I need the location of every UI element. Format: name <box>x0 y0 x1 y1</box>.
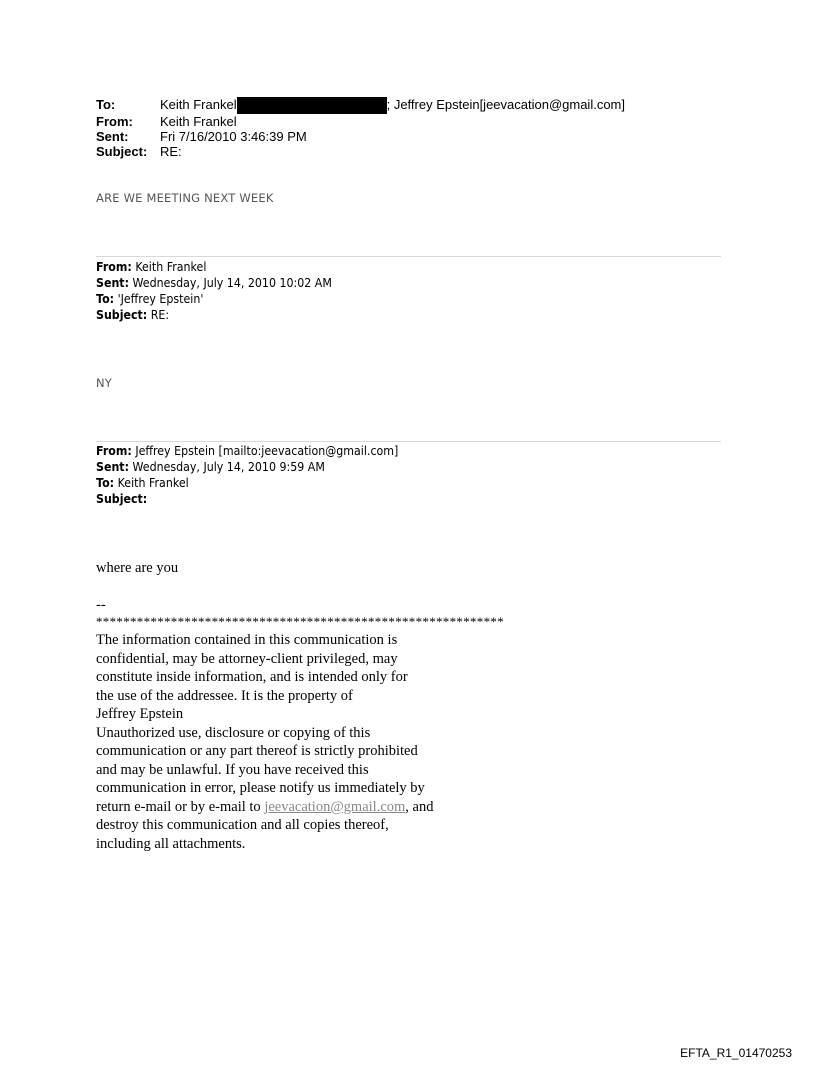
to-name: Keith Frankel <box>160 97 237 112</box>
disclaimer-line10-pre: return e-mail or by e-mail to <box>96 798 265 815</box>
signature-dashes: -- <box>96 597 106 613</box>
reply2-to-value: Keith Frankel <box>117 476 189 490</box>
header-sent-row <box>96 129 625 144</box>
header-to-row <box>96 97 625 114</box>
reply1-sent-label: Sent: <box>96 276 129 290</box>
disclaimer-line: destroy this communication and all copies thereof, <box>96 817 389 833</box>
reply1-subject-label: Subject: <box>96 308 148 322</box>
disclaimer-line: communication or any part thereof is strictly prohibited <box>96 743 418 759</box>
from-label: From: <box>96 114 133 129</box>
disclaimer <box>96 631 433 853</box>
reply2-from-value: Jeffrey Epstein [mailto:jeevacation@gmail.com] <box>135 444 399 458</box>
reply2-to-label: To: <box>96 476 115 490</box>
disclaimer-line: The information contained in this communication is <box>96 632 398 648</box>
disclaimer-line: confidential, may be attorney-client privileged, may <box>96 650 398 667</box>
divider-1 <box>96 256 721 257</box>
reply2-subject-row <box>96 491 398 507</box>
disclaimer-line: including all attachments. <box>96 835 246 852</box>
disclaimer-line: communication in error, please notify us immediately by <box>96 780 425 796</box>
disclaimer-line10-post: , and <box>405 798 434 815</box>
reply1-to-label: To: <box>96 292 115 306</box>
sent-value: Fri 7/16/2010 3:46:39 PM <box>160 129 307 144</box>
disclaimer-line: and may be unlawful. If you have received this <box>96 761 369 778</box>
redaction-bar <box>237 97 387 114</box>
body-top-text: ARE WE MEETING NEXT WEEK <box>96 191 274 205</box>
to-label: To: <box>96 97 116 112</box>
disclaimer-line: Jeffrey Epstein <box>96 706 184 722</box>
reply2-body: where are you <box>96 560 179 576</box>
reply2-from-label: From: <box>96 444 132 458</box>
disclaimer-line: Unauthorized use, disclosure or copying of this <box>96 724 371 741</box>
header-from-row <box>96 114 625 129</box>
reply1-to-row <box>96 291 332 307</box>
email-header <box>96 97 625 159</box>
reply2-to-row <box>96 475 398 491</box>
disclaimer-line: constitute inside information, and is intended only for <box>96 669 408 685</box>
divider-2 <box>96 441 721 442</box>
reply2-sent-value: Wednesday, July 14, 2010 9:59 AM <box>132 460 325 474</box>
subject-value: RE: <box>160 144 182 159</box>
reply2-header <box>96 443 398 507</box>
to-rest: ; Jeffrey Epstein[jeevacation@gmail.com] <box>386 97 625 112</box>
from-value: Keith Frankel <box>160 114 237 129</box>
reply1-subject-row <box>96 307 332 323</box>
signature-stars: ************************************************************ <box>96 614 504 629</box>
reply1-from-label: From: <box>96 260 132 274</box>
document-id: EFTA_R1_01470253 <box>680 1046 792 1060</box>
subject-label: Subject: <box>96 144 148 159</box>
disclaimer-line: the use of the addressee. It is the property of <box>96 687 353 704</box>
reply2-from-row <box>96 443 398 459</box>
email-link[interactable]: jeevacation@gmail.com <box>264 798 406 815</box>
reply1-from-value: Keith Frankel <box>135 260 207 274</box>
reply1-body: NY <box>96 376 113 390</box>
sent-label: Sent: <box>96 129 129 144</box>
disclaimer-line-with-link <box>96 798 433 817</box>
reply1-subject-value: RE: <box>150 308 170 322</box>
reply2-sent-row <box>96 459 398 475</box>
reply1-sent-row <box>96 275 332 291</box>
reply1-to-value: 'Jeffrey Epstein' <box>117 292 204 306</box>
reply2-sent-label: Sent: <box>96 460 129 474</box>
reply1-sent-value: Wednesday, July 14, 2010 10:02 AM <box>132 276 332 290</box>
reply1-header <box>96 259 332 323</box>
reply2-subject-label: Subject: <box>96 492 148 506</box>
header-subject-row <box>96 144 625 159</box>
reply1-from-row <box>96 259 332 275</box>
